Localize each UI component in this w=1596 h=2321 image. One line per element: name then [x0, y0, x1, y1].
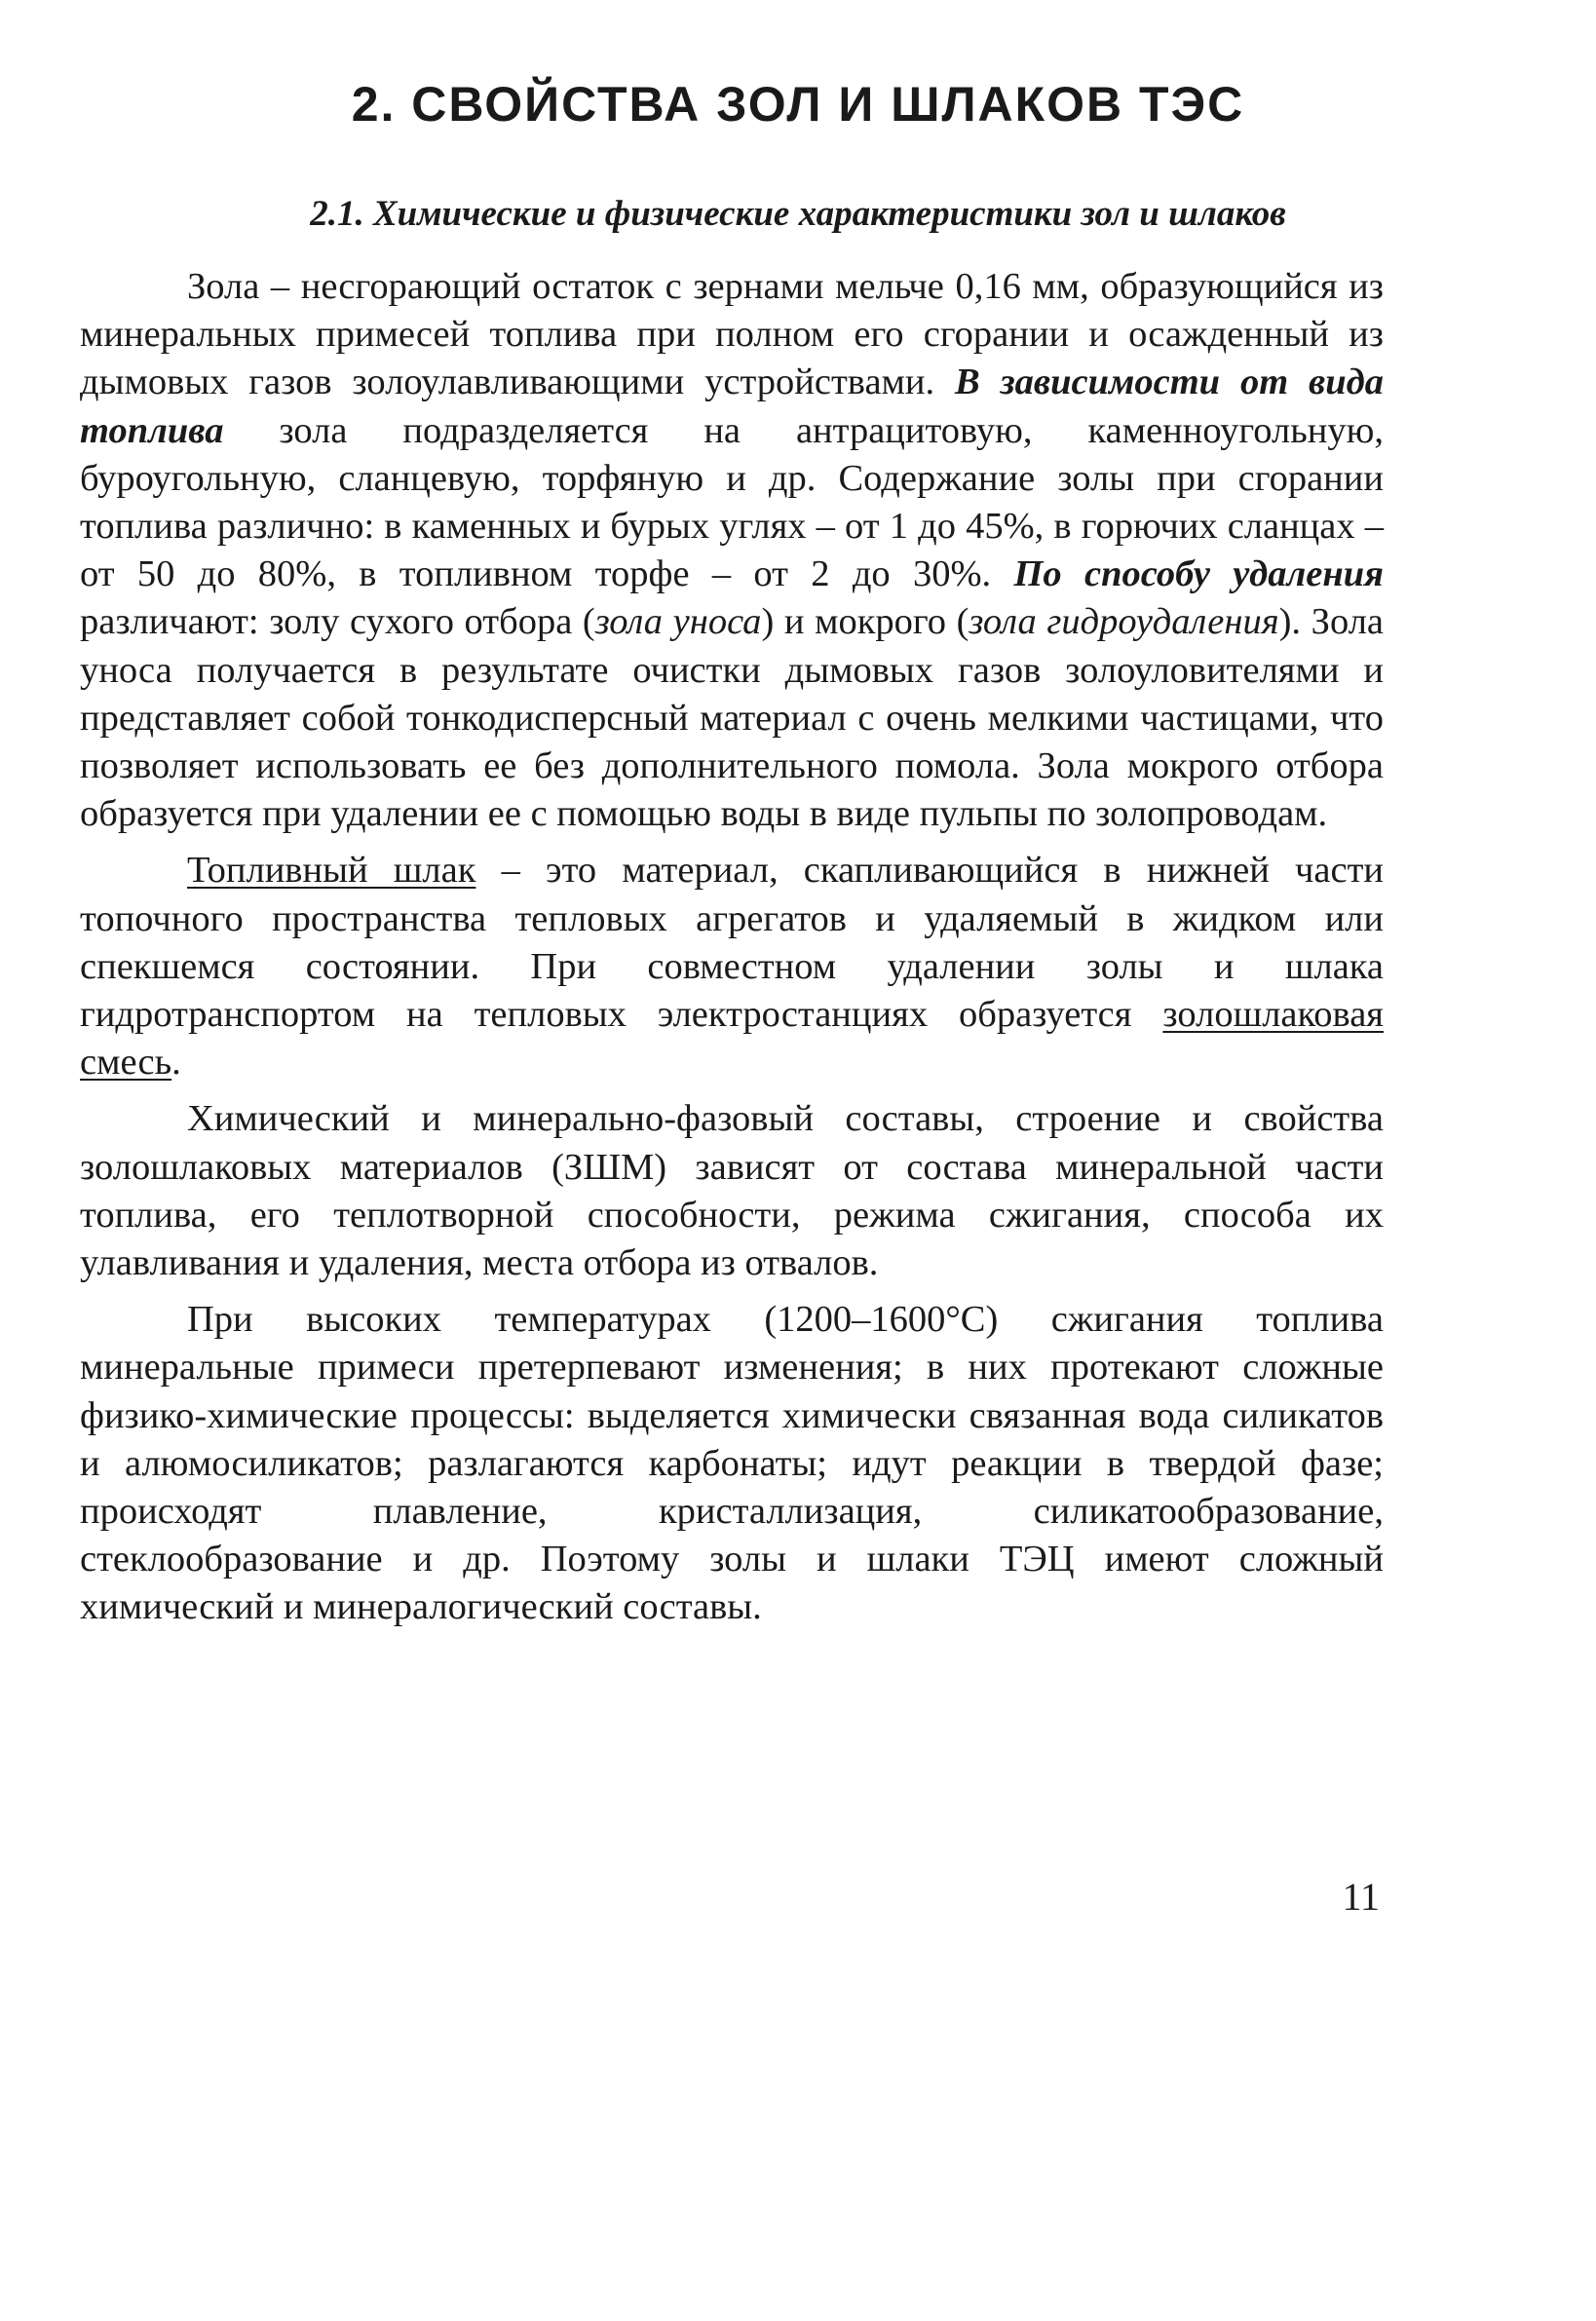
paragraph-text: – это материал, скапливающийся в нижней части топочного пространства тепловых агрегатов и удаляемый в жидком или спекшемся состоянии. При совместном удалении золы и шлака гидротранспортом на тепловых электростанциях образуется — [80, 850, 1384, 1036]
paragraph-composition — [80, 1095, 1384, 1287]
paragraph-text: При высоких температурах (1200–1600°С) сжигания топлива минеральные примеси претерпевают изменения; в них протекают сложные физико-химические процессы: выделяется химически связанная вода силикатов и алюмосиликатов; разлагаются карбонаты; идут реакции в твердой фазе; происходят плавление, кристаллизация, силикатообразование, стеклообразование и др. Поэтому золы и шлаки ТЭЦ имеют сложный химический и минералогический составы. — [80, 1299, 1384, 1628]
paragraph-text: зола подразделяется на антрацитовую, каменноугольную, буроугольную, сланцевую, торфяную и др. Содержание золы при сгорании топлива различно: в каменных и бурых углях – от 1 до 45%, в горючих сланцах – от 50 до 80%, в топливном торфе – от 2 до 30%. — [80, 409, 1384, 595]
body-text — [80, 263, 1384, 1632]
paragraph-text: Химический и минерально-фазовый составы, строение и свойства золошлаковых материалов (ЗШМ) зависят от состава минеральной части топлива, его теплотворной способности, режима сжигания, способа их улавливания и удаления, места отбора из отвалов. — [80, 1098, 1384, 1284]
paragraph-text: ). Зола уноса получается в результате очистки дымовых газов золоуловителями и представляет собой тонкодисперсный материал с очень мелкими частицами, что позволяет использовать ее без дополнительного помола. Зола мокрого отбора образуется при удалении ее с помощью воды в виде пульпы по золопроводам. — [80, 601, 1384, 835]
emphasis-removal-method: По способу удаления — [1013, 553, 1384, 595]
page-number: 11 — [1342, 1875, 1380, 1919]
chapter-title: 2. СВОЙСТВА ЗОЛ И ШЛАКОВ ТЭС — [351, 77, 1245, 132]
paragraph-text: различают: золу сухого отбора ( — [80, 601, 595, 643]
paragraph-text: ) и мокрого ( — [761, 601, 969, 643]
emphasis-fuel-type: В зависимости от вида топлива — [80, 361, 1384, 451]
term-hydro-ash: зола гидроудаления — [969, 601, 1279, 643]
paragraph-text: Зола – несгорающий остаток с зернами мельче 0,16 мм, образующийся из минеральных примесей топлива при полном его сгорании и осажденный из дымовых газов золоулавливающими устройствами. — [80, 266, 1384, 403]
section-title: 2.1. Химические и физические характеристики зол и шлаков — [310, 194, 1286, 234]
paragraph-slag-definition — [80, 847, 1384, 1086]
term-fuel-slag: Топливный шлак — [187, 850, 476, 892]
paragraph-text: . — [171, 1042, 181, 1084]
term-ash-slag-mixture: золошлаковая смесь — [80, 994, 1384, 1084]
paragraph-ash-definition — [80, 263, 1384, 838]
term-fly-ash: зола уноса — [594, 601, 762, 643]
paragraph-high-temperature — [80, 1296, 1384, 1631]
